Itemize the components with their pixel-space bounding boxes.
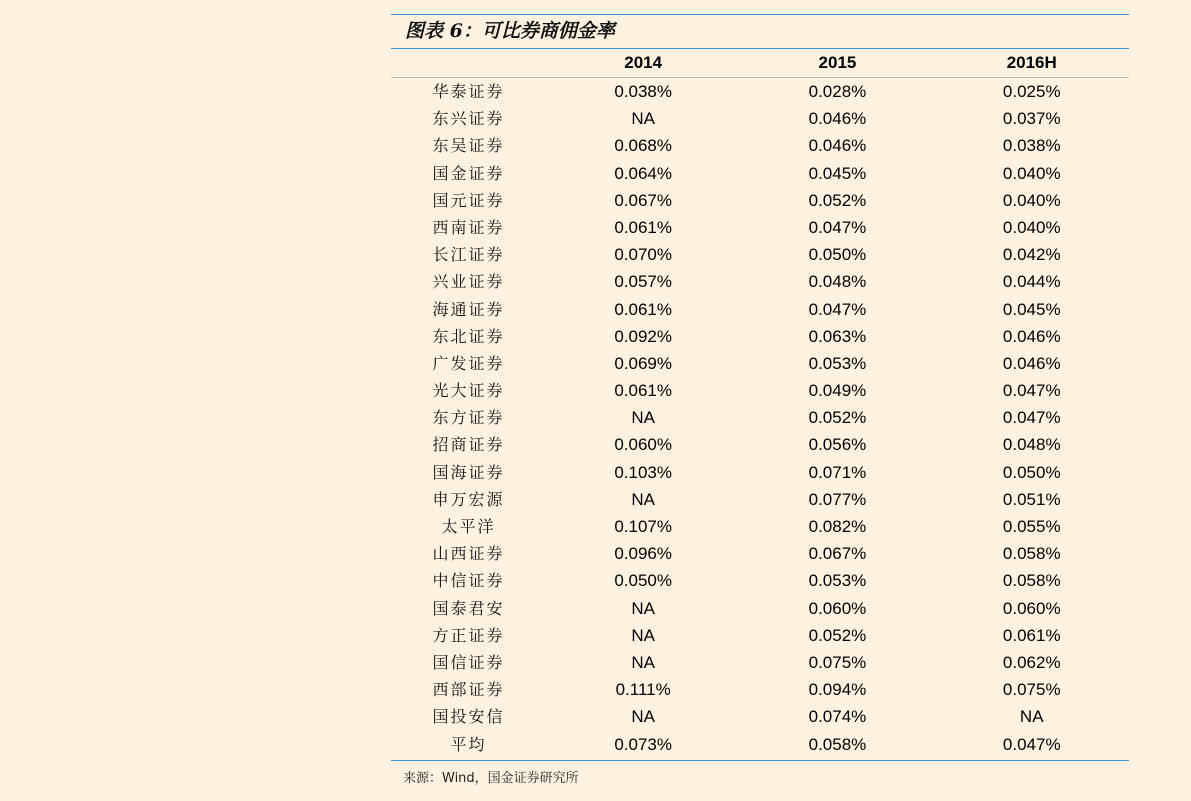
table-row xyxy=(391,105,1129,132)
value-2016h: NA xyxy=(1019,707,1044,727)
value-2016h: 0.062% xyxy=(1002,652,1061,672)
value-2014: 0.068% xyxy=(614,136,672,156)
value-2015: 0.071% xyxy=(808,462,867,482)
header-2015: 2015 xyxy=(818,53,857,72)
value-2014: NA xyxy=(631,598,655,618)
broker-name: 中信证券 xyxy=(432,571,505,591)
value-2014: 0.103% xyxy=(614,462,672,482)
table-row xyxy=(391,676,1129,703)
value-2014: 0.061% xyxy=(614,217,672,237)
value-2016h: 0.047% xyxy=(1002,381,1061,401)
table-row xyxy=(391,187,1129,214)
value-2016h: 0.061% xyxy=(1002,625,1061,645)
table-row xyxy=(391,296,1129,323)
table-row xyxy=(391,350,1129,377)
value-2015: 0.067% xyxy=(808,544,867,564)
value-2016h: 0.046% xyxy=(1002,353,1061,373)
value-2015: 0.047% xyxy=(808,217,867,237)
broker-name: 东北证券 xyxy=(432,326,505,346)
value-2016h: 0.045% xyxy=(1002,299,1061,319)
value-2014: NA xyxy=(631,408,655,428)
value-2015: 0.077% xyxy=(808,489,867,509)
value-2014: 0.107% xyxy=(614,517,672,536)
broker-name: 山西证券 xyxy=(432,544,505,564)
table-row xyxy=(391,513,1129,540)
header-2016h: 2016H xyxy=(1006,53,1057,72)
value-2014: 0.073% xyxy=(614,734,672,754)
broker-name: 东方证券 xyxy=(432,408,505,428)
commission-table xyxy=(391,14,1129,786)
header-2014: 2014 xyxy=(624,53,663,72)
table-row xyxy=(391,703,1129,730)
table-row xyxy=(391,268,1129,295)
value-2015: 0.074% xyxy=(808,707,867,727)
value-2015: 0.053% xyxy=(808,353,867,373)
value-2015: 0.047% xyxy=(808,299,867,319)
table-row xyxy=(391,241,1129,268)
value-2016h: 0.051% xyxy=(1002,489,1061,509)
broker-name: 西南证券 xyxy=(432,217,505,237)
broker-name: 太平洋 xyxy=(441,517,496,536)
broker-name: 长江证券 xyxy=(432,245,505,265)
value-2016h: 0.047% xyxy=(1002,734,1061,754)
table-row xyxy=(391,377,1129,404)
value-2014: 0.096% xyxy=(614,544,672,564)
table-body xyxy=(391,78,1129,758)
value-2016h: 0.055% xyxy=(1002,517,1061,536)
value-2016h: 0.038% xyxy=(1002,136,1061,156)
value-2014: NA xyxy=(631,625,655,645)
value-2016h: 0.044% xyxy=(1002,272,1061,292)
value-2014: NA xyxy=(631,652,655,672)
value-2015: 0.048% xyxy=(808,272,867,292)
table-title: 图表 6：可比券商佣金率 xyxy=(405,20,615,42)
table-row xyxy=(391,649,1129,676)
value-2014: 0.060% xyxy=(614,435,672,455)
value-2015: 0.028% xyxy=(808,82,867,101)
value-2014: 0.038% xyxy=(614,82,672,101)
broker-name: 申万宏源 xyxy=(432,489,505,509)
table-row xyxy=(391,214,1129,241)
value-2015: 0.053% xyxy=(808,571,867,591)
broker-name: 国投安信 xyxy=(432,707,505,727)
value-2016h: 0.060% xyxy=(1002,598,1061,618)
broker-name: 兴业证券 xyxy=(432,272,505,292)
value-2014: NA xyxy=(631,707,655,727)
broker-name: 招商证券 xyxy=(432,435,505,455)
broker-name: 国元证券 xyxy=(432,190,505,210)
broker-name: 国信证券 xyxy=(432,652,505,672)
table-row xyxy=(391,132,1129,159)
broker-name: 华泰证券 xyxy=(432,82,505,101)
value-2016h: 0.058% xyxy=(1002,544,1061,564)
broker-name: 西部证券 xyxy=(432,680,505,700)
value-2015: 0.082% xyxy=(808,517,867,536)
table-header-row xyxy=(391,49,1129,77)
bottom-rule xyxy=(391,760,1129,761)
broker-name: 国泰君安 xyxy=(432,598,505,618)
table-row xyxy=(391,595,1129,622)
broker-name: 国金证券 xyxy=(432,163,505,183)
table-row xyxy=(391,731,1129,758)
value-2014: 0.070% xyxy=(614,245,672,265)
table-row xyxy=(391,431,1129,458)
value-2014: 0.057% xyxy=(614,272,672,292)
value-2016h: 0.042% xyxy=(1002,245,1061,265)
value-2016h: 0.025% xyxy=(1002,82,1061,101)
value-2014: NA xyxy=(631,109,655,129)
table-row xyxy=(391,323,1129,350)
value-2015: 0.094% xyxy=(808,680,867,700)
value-2016h: 0.037% xyxy=(1002,109,1061,129)
value-2014: 0.061% xyxy=(614,299,672,319)
broker-name: 东吴证券 xyxy=(432,136,505,156)
value-2015: 0.049% xyxy=(808,381,867,401)
table-row xyxy=(391,459,1129,486)
table-row xyxy=(391,486,1129,513)
value-2016h: 0.048% xyxy=(1002,435,1061,455)
broker-name: 平均 xyxy=(450,734,487,754)
broker-name: 国海证券 xyxy=(432,462,505,482)
source-note: 来源：Wind，国金证券研究所 xyxy=(403,770,579,786)
value-2015: 0.050% xyxy=(808,245,867,265)
table-row xyxy=(391,160,1129,187)
value-2015: 0.052% xyxy=(808,625,867,645)
value-2015: 0.056% xyxy=(808,435,867,455)
value-2014: 0.067% xyxy=(614,190,672,210)
value-2016h: 0.046% xyxy=(1002,326,1061,346)
value-2016h: 0.047% xyxy=(1002,408,1061,428)
broker-name: 光大证券 xyxy=(432,381,505,401)
broker-name: 东兴证券 xyxy=(432,109,505,129)
table-row xyxy=(391,78,1129,105)
value-2016h: 0.058% xyxy=(1002,571,1061,591)
value-2015: 0.052% xyxy=(808,408,867,428)
value-2014: 0.061% xyxy=(614,381,672,401)
table-row xyxy=(391,622,1129,649)
value-2016h: 0.040% xyxy=(1002,217,1061,237)
table-row xyxy=(391,540,1129,567)
value-2016h: 0.040% xyxy=(1002,163,1061,183)
value-2014: NA xyxy=(631,489,655,509)
broker-name: 海通证券 xyxy=(432,299,505,319)
value-2015: 0.046% xyxy=(808,109,867,129)
value-2014: 0.050% xyxy=(614,571,672,591)
value-2014: 0.111% xyxy=(615,680,671,700)
value-2016h: 0.040% xyxy=(1002,190,1061,210)
value-2015: 0.075% xyxy=(808,652,867,672)
value-2016h: 0.075% xyxy=(1002,680,1061,700)
value-2014: 0.092% xyxy=(614,326,672,346)
header-name xyxy=(391,49,546,77)
value-2015: 0.046% xyxy=(808,136,867,156)
value-2015: 0.058% xyxy=(808,734,867,754)
value-2014: 0.064% xyxy=(614,163,672,183)
value-2015: 0.060% xyxy=(808,598,867,618)
broker-name: 广发证券 xyxy=(432,353,505,373)
value-2014: 0.069% xyxy=(614,353,672,373)
broker-name: 方正证券 xyxy=(432,625,505,645)
value-2015: 0.052% xyxy=(808,190,867,210)
value-2015: 0.063% xyxy=(808,326,867,346)
table-row xyxy=(391,404,1129,431)
value-2015: 0.045% xyxy=(808,163,867,183)
table-row xyxy=(391,567,1129,594)
value-2016h: 0.050% xyxy=(1002,462,1061,482)
